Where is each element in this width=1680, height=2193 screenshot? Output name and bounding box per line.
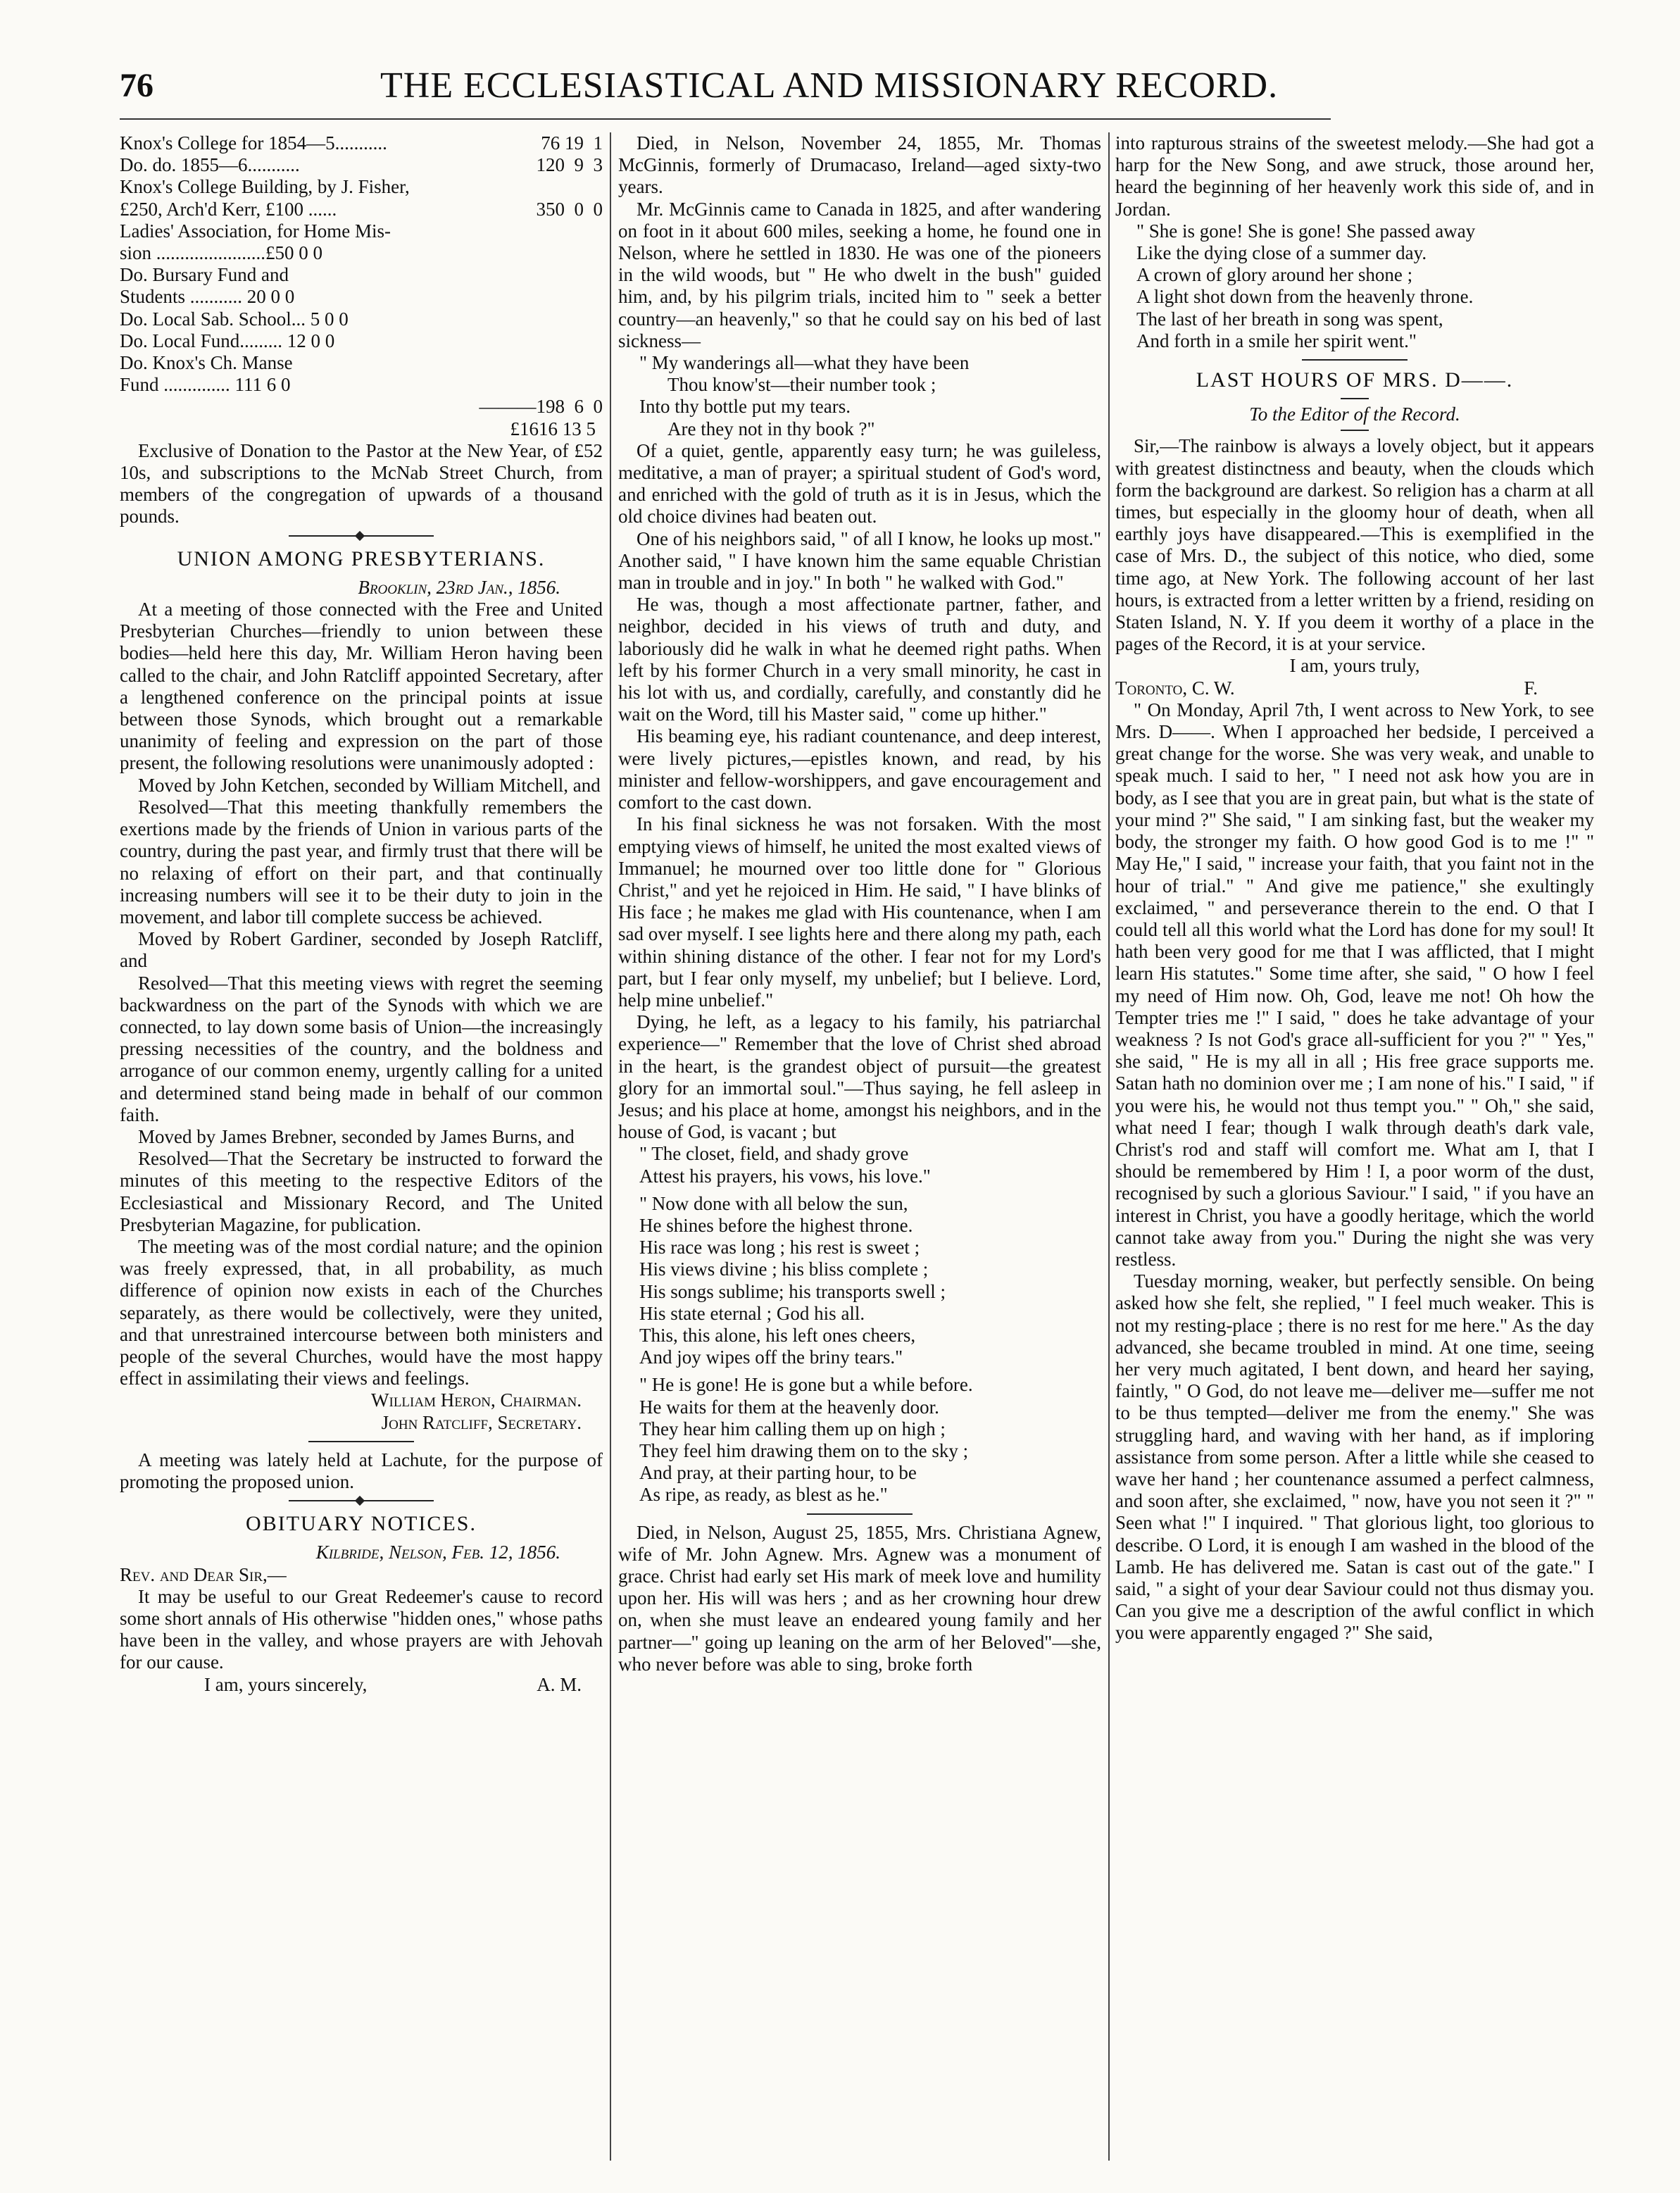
verse-block [1115,220,1594,352]
closing-line [120,1674,603,1696]
paragraph: Of a quiet, gentle, apparently easy turn; he was guileless, meditative, a man of prayer; a spiritual student of God's word, and enriched with the gold of truth as it is in Jesus, which the old choice divines had beaten out. [618,439,1101,527]
ledger-row: sion .......................£50 0 0 [120,242,323,264]
section-heading-obituary: OBITUARY NOTICES. [246,1512,477,1536]
ledger-note: Exclusive of Donation to the Pastor at the New Year, of £52 10s, and subscriptions to the McNab Street Church, from members of the congregation of upwards of a thousand pounds. [120,439,603,527]
paragraph: Moved by Robert Gardiner, seconded by Joseph Ratcliff, and [120,928,603,972]
verse-line: The last of her breath in song was spent, [1136,308,1443,330]
subheading: To the Editor of the Record. [1249,404,1460,425]
paragraph: The meeting was of the most cordial nature; and the opinion was freely expressed, that, in all probability, as much difference of opinion now exists in each of the Churches separately, as there would be collectively, were they united, and that unrestrained intercourse between both ministers and people of the several Churches, would have the most happy effect in assimilating their views and feelings. [120,1235,603,1389]
column-right [1115,132,1594,2161]
journal-title: THE ECCLESIASTICAL AND MISSIONARY RECORD. [380,65,1279,106]
header-rule [120,118,1331,120]
signature-line [1115,677,1594,699]
paragraph: Tuesday morning, weaker, but perfectly sensible. On being asked how she felt, she replied, " I feel much weaker. This is not my resting-place ; there is no rest for me here." As the day advanced, she became troubled in mind. At one time, seeing her very much agitated, I bent down, and heard her saying, faintly, " O God, do not leave me—deliver me—suffer me not to be thus tempted—deliver me from the enemy." She was struggling hard, and waving with her hand, as if imploring assistance from some person. After a little while she ceased to wave her hand ; her countenance assumed a perfect calmness, and soon after, she exclaimed, " now, have you not seen it ?" " Seen what !" I inquired. " That glorious light, too glorious to describe. O Lord, it is enough I am washed in the blood of the Lamb. He has delivered me. Satan is cast out of the gate." I said, " a sight of your dear Saviour could not thus dismay you. Can you give me a description of the awful conflict in which you were apparently engaged ?" She said, [1115,1270,1594,1644]
verse-line: " My wanderings all—what they have been [639,352,970,374]
ledger-row: Do. Local Fund......... 12 0 0 [120,330,335,351]
paragraph: Died, in Nelson, November 24, 1855, Mr. Thomas McGinnis, formerly of Drumacaso, Ireland—aged sixty-two years. [618,132,1101,198]
paragraph: " On Monday, April 7th, I went across to New York, to see Mrs. D——. When I approached her bedside, I perceived a great change for the worse. She was very weak, and unable to speak much. I said to her, " I need not ask how you are in body, as I see that you are in great pain, but what is the state of your mind ?" She said, " I am sinking fast, but the weaker my body, the stronger my faith. O how good God is to me !" " May He," I said, " increase your faith, that you faint not in the hour of trial." " And give me patience," she exultingly exclaimed, " and perseverance therein to the end. O that I could tell all this world what the Lord has done for my soul! It hath been very good for me that I was afflicted, that I might learn His statutes." Some time after, she said, " O how I feel my need of Him now. Oh, God, leave me not! Oh how the Tempter tries me !" I said, " does he take advantage of your weakness ? Is not God's grace all-sufficient for you ?" " Yes," she said, " He is my all in all ; His free grace supports me. Satan hath no dominion over me ; I am none of his." I said, " if you were his, he would not thus tempt you." " Oh," she said, what need I fear; though I walk through death's dark vale, Christ's rod and staff will comfort me. What am I, that I should be remembered by Him ! I, a poor worm of the dust, recognised by such a glorious Saviour." I said, " if you have an interest in Christ, you have a goodly heritage, which the world cannot take away from you." During the night she was very restless. [1115,699,1594,1270]
verse-line: His views divine ; his bliss complete ; [639,1258,929,1280]
verse-line: Like the dying close of a summer day. [1136,242,1427,264]
paragraph: Moved by James Brebner, seconded by James Burns, and [138,1125,575,1147]
section-heading-last-hours: LAST HOURS OF MRS. D——. [1196,368,1514,392]
ledger-row: Do. Bursary Fund and [120,264,289,286]
verse-line: His state eternal ; God his all. [639,1302,865,1324]
column-divider [610,132,611,2161]
paragraph: It may be useful to our Great Redeemer's cause to record some short annals of His otherwise "hidden ones," whose paths have been in the valley, and whose prayers are with Jehovah for our cause. [120,1585,603,1673]
verse-line: Attest his prayers, his vows, his love." [639,1165,931,1187]
ledger-row: £250, Arch'd Kerr, £100 ...... 350 0 0 [120,198,603,220]
verse-block [618,1143,1101,1187]
section-rule [308,1441,415,1442]
verse-line: His songs sublime; his transports swell ; [639,1280,946,1302]
small-rule [1341,430,1369,431]
closing-initials: A. M. [537,1673,582,1695]
paragraph: In his final sickness he was not forsaken. With the most emptying views of himself, he united the most exalted views of Immanuel; he mourned over too little done for " Glorious Christ," and yet he rejoiced in Him. He said, " I have blinks of His face ; he makes me glad with His countenance, when I am sad over myself. I see lights here and there along my path, each within shining distance of the other. I fear not for my Lord's part, but I fear only myself, my unbelief; but I believe. Lord, help mine unbelief." [618,813,1101,1011]
verse-line: As ripe, as ready, as blest as he." [639,1484,888,1506]
section-rule [807,1513,913,1515]
ledger-row: Ladies' Association, for Home Mis- [120,220,391,242]
verse-line: A light shot down from the heavenly throne. [1136,286,1474,308]
verse-line: A crown of glory around her shone ; [1136,264,1413,286]
paragraph: Resolved—That the Secretary be instructed to forward the minutes of this meeting to the respective Editors of the Ecclesiastical and Missionary Record, and The United Presbyterian Magazine, for publication. [120,1148,603,1235]
verse-line: Into thy bottle put my tears. [639,396,851,418]
closing-text: I am, yours sincerely, [204,1673,368,1695]
page-header [120,65,1331,114]
small-rule [1341,398,1369,399]
ornament-divider [120,532,603,539]
column-middle [618,132,1101,2161]
verse-line: And forth in a smile her spirit went." [1136,330,1417,351]
salutation: Rev. and Dear Sir,— [120,1563,287,1585]
ledger-row: Knox's College for 1854—5........... 76 19 1 [120,132,603,154]
section-rule [1302,359,1408,361]
verse-line: " The closet, field, and shady grove [639,1143,909,1165]
dateline: Brooklin, 23rd Jan., 1856. [358,576,560,598]
ledger-total: £1616 13 5 [510,418,596,439]
verse-block [618,1374,1101,1506]
paragraph: Resolved—That this meeting views with regret the seeming backwardness on the part of the Synods with which we are connected, to lay down some basis of Union—the increasingly pressing necessities of the country, and the boldness and arrogance of our common enemy, urgently calling for a united and determined stand being made in behalf of our common faith. [120,972,603,1125]
initial: F. [1524,677,1538,699]
paragraph: His beaming eye, his radiant countenance, and deep interest, were lively pictures,—epistles known, and read, by his minister and fellow-worshippers, and gave encouragement and comfort to the cast down. [618,725,1101,813]
page-number: 76 [120,67,153,104]
paragraph: At a meeting of those connected with the Free and United Presbyterian Churches—friendly to union between these bodies—held here this day, Mr. William Heron having been called to the chair, and John Ratcliff appointed Secretary, after a lengthened conference on the principal points at issue between those Synods, which brought out a remarkable unanimity of feeling and expression on the part of those present, the following resolutions were unanimously adopted : [120,599,603,774]
column-divider [1108,132,1110,2161]
ledger-row: Do. do. 1855—6........... 120 9 3 [120,154,603,176]
section-heading-union: UNION AMONG PRESBYTERIANS. [177,546,546,570]
ledger-row: Knox's College Building, by J. Fisher, [120,176,410,198]
ledger-row: ———198 6 0 [479,396,603,418]
paragraph: into rapturous strains of the sweetest melody.—She had got a harp for the New Song, and awe struck, those around her, heard the beginning of her heavenly work this side of, and in Jordan. [1115,132,1594,220]
paragraph: One of his neighbors said, " of all I know, he looks up most." Another said, " I have known him the same equable Christian man in trouble and in joy." In both " he walked with God." [618,527,1101,594]
verse-line: He waits for them at the heavenly door. [639,1396,939,1418]
verse-line: And joy wipes off the briny tears." [639,1347,903,1368]
paragraph: He was, though a most affectionate partner, father, and neighbor, decided in his views of truth and duty, and laboriously did he walk in what he deemed right paths. When left by his former Church in a very small minority, he cast in his lot with us, and cordially, carefully, and constantly did he wait on the Word, till his Master said, " come up hither." [618,594,1101,725]
verse-line: They feel him drawing them on to the sky ; [639,1439,969,1461]
verse-line: They hear him calling them up on high ; [639,1418,946,1439]
verse-line: Are they not in thy book ?" [667,418,875,439]
verse-line: " Now done with all below the sun, [639,1192,908,1214]
column-left [120,132,603,2161]
closing-text: I am, yours truly, [1289,655,1420,677]
paragraph: Moved by John Ketchen, seconded by William Mitchell, and [138,774,601,796]
paragraph: Resolved—That this meeting thankfully remembers the exertions made by the friends of Union in various parts of the country, during the past year, and firmly trust that there will be no relaxing of effort on their part, and that continually increasing numbers will see it to be their duty to join in the movement, and labor till complete success be achieved. [120,796,603,927]
ledger-row: Students ........... 20 0 0 [120,286,295,308]
verse-line: Thou know'st—their number took ; [667,374,936,396]
verse-line: This, this alone, his left ones cheers, [639,1324,916,1346]
paragraph: Dying, he left, as a legacy to his family, his patriarchal experience—" Remember that the love of Christ shed abroad in the heart, is the grandest object of pursuit—the greatest glory for an immortal soul."—Thus saying, he fell asleep in Jesus; and his place at home, amongst his neighbors, and in the house of God, is vacant ; but [618,1011,1101,1143]
signature-secretary: John Ratcliff, Secretary. [381,1411,582,1433]
ledger-row: Do. Knox's Ch. Manse [120,352,293,374]
ledger-row: Do. Local Sab. School... 5 0 0 [120,308,349,330]
paragraph: Sir,—The rainbow is always a lovely object, but it appears with greatest distinctness and beauty, when the clouds which form the background are darkest. So religion has a charm at all times, but especially in the gloomy hour of death, when all earthly joys have disappeared.—This is exemplified in the case of Mrs. D., the subject of this notice, who died, some time ago, at New York. The following account of her last hours, is extracted from a letter written by a friend, residing on Staten Island, N. Y. If you deem it worthy of a place in the pages of the Record, it is at your service. [1115,435,1594,655]
dateline: Kilbride, Nelson, Feb. 12, 1856. [315,1542,560,1563]
verse-line: " She is gone! She is gone! She passed away [1136,220,1476,242]
donation-ledger [120,132,603,418]
verse-line: His race was long ; his rest is sweet ; [639,1237,920,1258]
ledger-row: Fund .............. 111 6 0 [120,374,291,396]
verse-line: He shines before the highest throne. [639,1214,913,1236]
verse-block [618,1193,1101,1369]
paragraph: Died, in Nelson, August 25, 1855, Mrs. Christiana Agnew, wife of Mr. John Agnew. Mrs. Agnew was a monument of grace. Christ had early set His mark of meek love and humility upon her. His will was hers ; and as her crowning hour drew on, when she must leave an endeared young family and her partner—" going up leaning on the arm of her Beloved"—she, who never before was able to sing, broke forth [618,1521,1101,1675]
place: Toronto, C. W. [1115,677,1235,699]
verse-block [618,352,1101,440]
verse-line: And pray, at their parting hour, to be [639,1462,917,1484]
paragraph: Mr. McGinnis came to Canada in 1825, and after wandering on foot in it about 600 miles, seeking a home, he found one in Nelson, where he settled in 1830. He was one of the pioneers in the wild woods, but " He who dwelt in the bush" guided him, and, by his pilgrim trials, incited him to " seek a better country—an heavenly," so that he could say on his bed of last sickness— [618,198,1101,351]
verse-line: " He is gone! He is gone but a while before. [639,1374,973,1396]
paragraph: A meeting was lately held at Lachute, for the purpose of promoting the proposed union. [120,1449,603,1492]
signature-chairman: William Heron, Chairman. [371,1389,582,1411]
ornament-divider [120,1497,603,1504]
